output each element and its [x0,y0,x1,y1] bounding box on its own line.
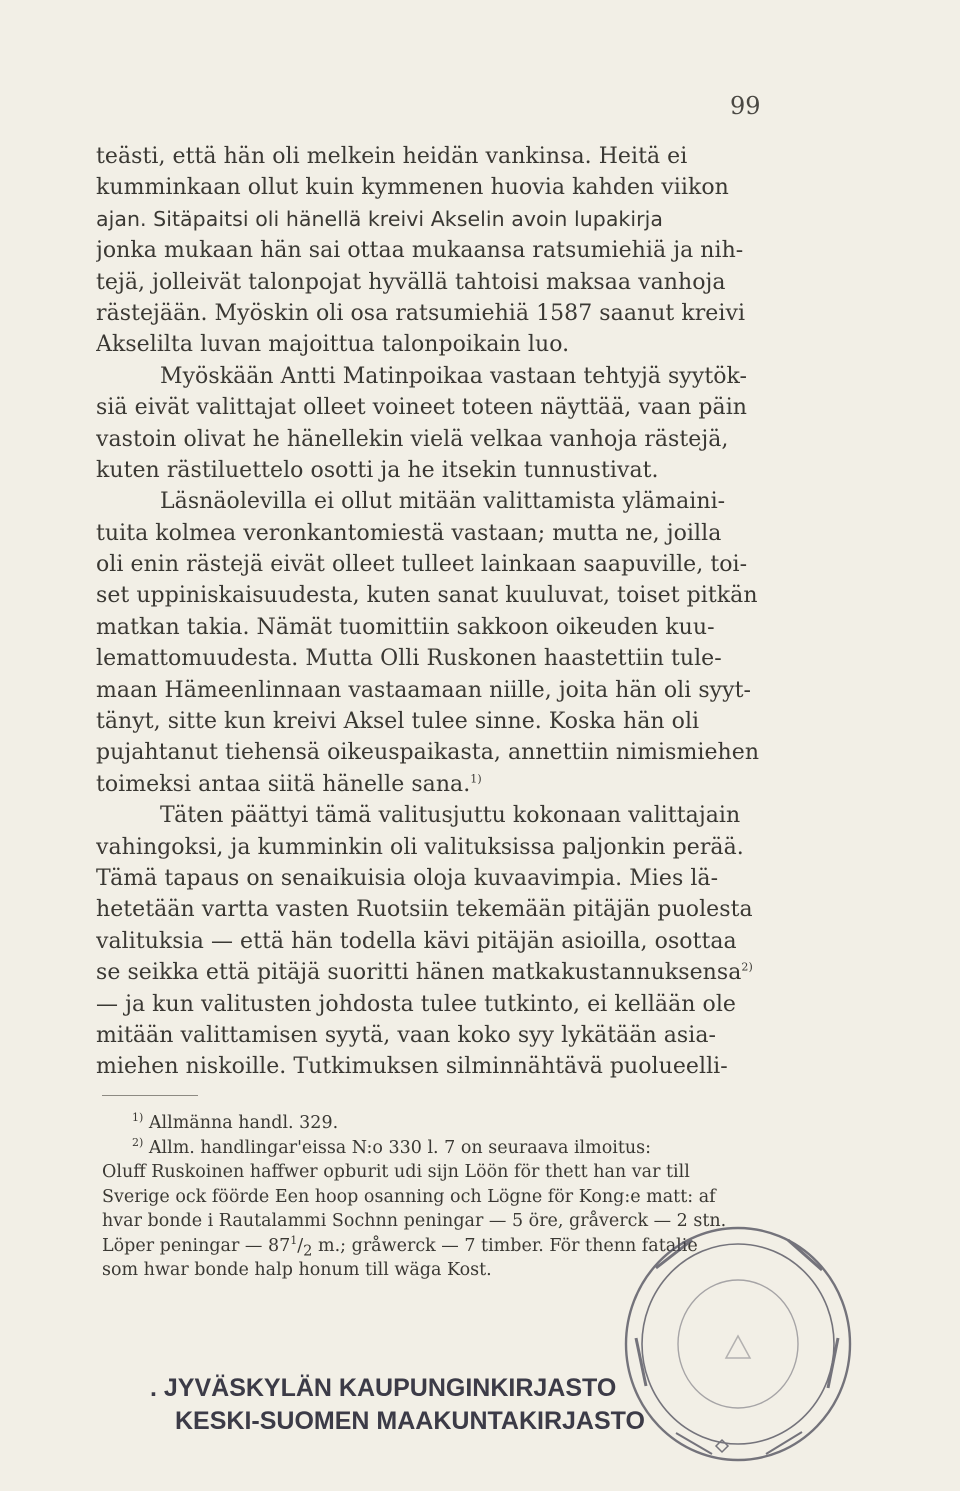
footnote-line: hvar bonde i Rautalammi Sochnn peningar — 5 öre, gråverck — 2 stn. [102,1211,727,1231]
footnote-ref-number: 2 [741,960,749,974]
text-line: tejä, jolleivät talonpojat hyvällä tahtoisi maksaa vanhoja [96,269,726,295]
footnote-line: Löper peningar — $87^1/_2$ m.; gråwerck — 7 timber. För thenn fatalie [102,1233,698,1258]
text-line: — ja kun valitusten johdosta tulee tutkinto, ei kellään ole [96,991,736,1017]
text-line: tuita kolmea veronkantomiestä vastaan; mutta ne, joilla [96,520,722,546]
footnote-line: Sverige ock föörde Een hoop osanning och Lögne för Kong:e matt: af [102,1186,716,1207]
footnote-ref-number: 1 [470,772,478,786]
footnote-mark-paren: ) [139,1111,144,1125]
library-seal-icon [616,1218,860,1470]
stamp-line: KESKI-SUOMEN MAAKUNTAKIRJASTO [175,1407,645,1435]
footnote-ref-paren: ) [477,772,482,786]
footnote-mark [132,1136,143,1149]
text-line: mitään valittamisen syytä, vaan koko syy lykätään asia- [96,1022,717,1048]
text-span: toimeksi antaa siitä hänelle sana. [96,771,471,797]
footnote-divider [102,1095,198,1096]
text-line: Täten päättyi tämä valitusjuttu kokonaan valittajain [160,803,741,829]
fraction-numerator: 1 [290,1233,298,1247]
text-line: siä eivät valittajat olleet voineet toteen näyttää, vaan päin [96,395,748,421]
footnote-text: m.; gråwerck — 7 timber. För thenn fatalie [312,1235,698,1256]
text-line: pujahtanut tiehensä oikeuspaikasta, annettiin nimismiehen [96,740,760,766]
footnote-line: som hwar bonde halp honum till wäga Kost. [102,1260,492,1280]
footnote-text: Löper peningar — 87 [102,1235,291,1256]
footnote-ref [470,772,481,785]
text-line: Myöskään Antti Matinpoikaa vastaan tehtyjä syytök- [160,363,748,389]
text-line: set uppiniskaisuudesta, kuten sanat kuuluvat, toiset pitkän [96,583,758,609]
text-line: teästi, että hän oli melkein heidän vankinsa. Heitä ei [96,144,688,169]
footnote-mark [132,1111,143,1124]
text-line: Akselilta luvan majoittua talonpoikain luo. [96,332,570,358]
text-line: jonka mukaan hän sai ottaa mukaansa ratsumiehiä ja nih- [96,238,744,264]
text-line: rästejään. Myöskin oli osa ratsumiehiä 1587 saanut kreivi [96,300,746,326]
fraction-denominator: 2 [303,1242,313,1258]
text-line: Läsnäolevilla ei ollut mitään valittamista ylämaini- [160,489,726,515]
text-line: vastoin olivat he hänellekin vielä velkaa vanhoja rästejä, [96,426,729,452]
text-line [96,957,788,988]
text-line: matkan takia. Nämät tuomittiin sakkoon oikeuden kuu- [96,614,715,640]
text-line: kuten rästiluettelo osotti ja he itsekin tunnustivat. [96,457,659,483]
text-line [96,769,788,800]
footnote-line: Oluff Ruskoinen haffwer opburit udi sijn Löön för thett han var till [102,1162,690,1182]
text-line: kumminkaan ollut kuin kymmenen huovia kahden viikon [96,175,729,201]
text-line: miehen niskoille. Tutkimuksen silminnähtävä puolueelli- [96,1054,728,1080]
body-text [96,141,788,1083]
text-line: vahingoksi, ja kumminkin oli valituksissa paljonkin perää. [96,834,744,860]
stamp-line: . JYVÄSKYLÄN KAUPUNGINKIRJASTO [150,1374,617,1402]
footnote-ref-paren: ) [748,960,753,974]
footnote-1 [102,1111,802,1136]
text-line: maan Hämeenlinnaan vastaamaan niille, joita hän oli syyt- [96,677,751,703]
footnote-mark-number: 1 [132,1111,139,1125]
footnote-mark-number: 2 [132,1135,139,1149]
text-line: hetetään vartta vasten Ruotsiin tekemään pitäjän puolesta [96,897,753,923]
footnote-text: Allm. handlingar'eissa N:o 330 l. 7 on seuraava ilmoitus: [148,1137,652,1158]
page-number: 99 [730,92,761,120]
footnote-2 [102,1136,802,1161]
text-line: oli enin rästejä eivät olleet tulleet lainkaan saapuville, toi- [96,552,748,578]
text-line: valituksia — että hän todella kävi pitäjän asioilla, osottaa [96,928,737,954]
text-span: se seikka että pitäjä suoritti hänen matkakustannuksensa [96,960,742,986]
library-stamp [150,1372,645,1438]
text-line: tänyt, sitte kun kreivi Aksel tulee sinne. Koska hän oli [96,709,700,735]
footnote-mark-paren: ) [139,1135,144,1149]
text-line: Tämä tapaus on senaikuisia oloja kuvaavimpia. Mies lä- [96,865,719,891]
text-line: lemattomuudesta. Mutta Olli Ruskonen haastettiin tule- [96,646,722,672]
footnote-ref [741,961,752,974]
footnote-text: Allmänna handl. 329. [148,1113,339,1133]
text-line: ajan. Sitäpaitsi oli hänellä kreivi Akselin avoin lupakirja [96,206,663,231]
